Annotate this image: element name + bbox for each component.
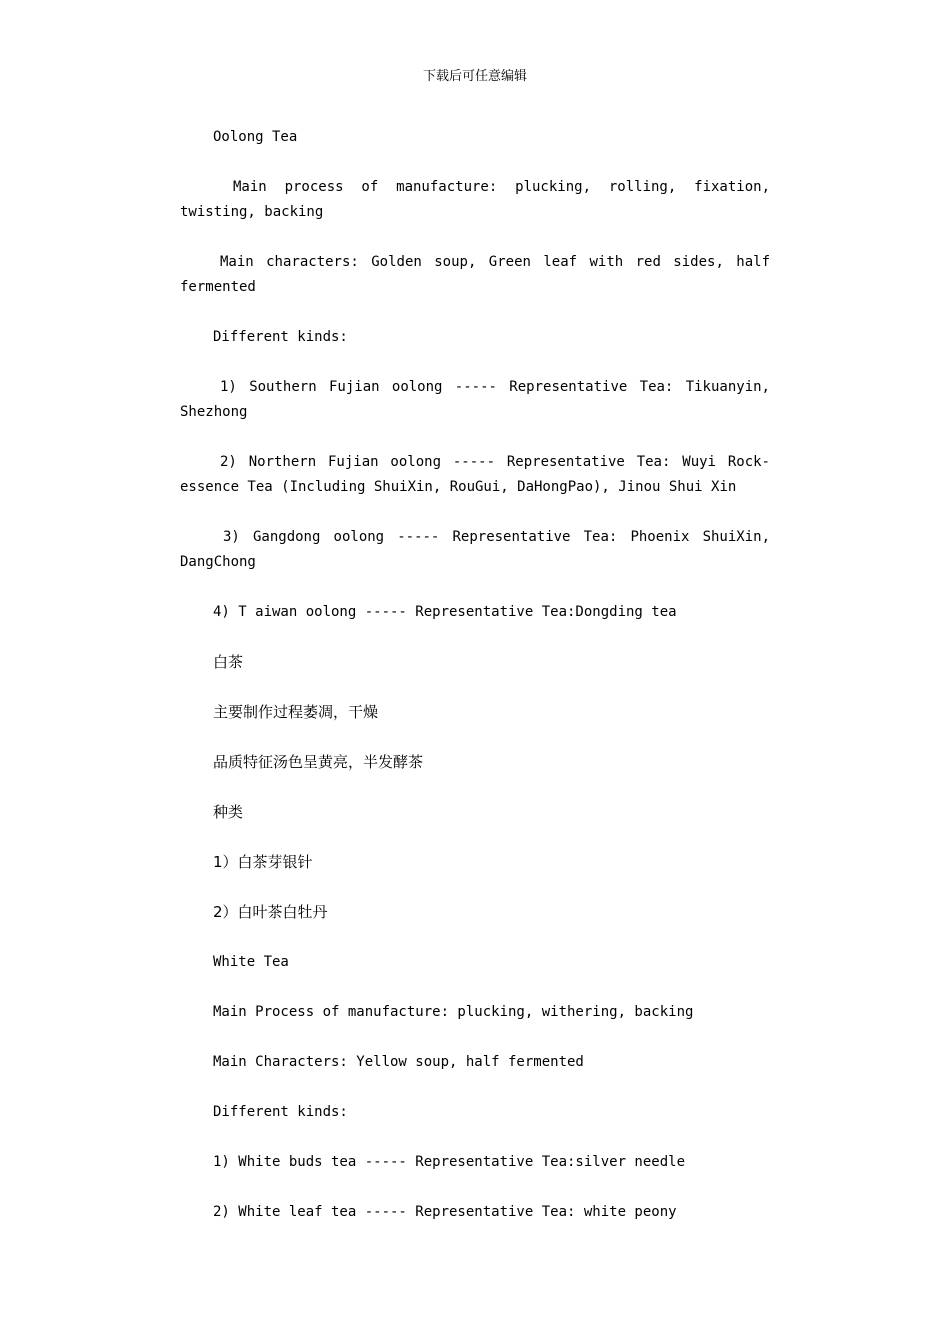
cn-white-process: 主要制作过程萎凋，干燥 (213, 703, 379, 721)
document-body (180, 125, 770, 1250)
oolong-kind-2: 2) Northern Fujian oolong ----- Representative Tea: Wuyi Rock-essence Tea (Including ShuiXin, RouGui, DaHongPao), Jinou Shui Xin (180, 454, 770, 495)
oolong-process: Main process of manufacture: plucking, rolling, fixation, twisting, backing (180, 179, 770, 220)
oolong-kind-1: 1) Southern Fujian oolong ----- Representative Tea: Tikuanyin, Shezhong (180, 379, 770, 420)
cn-white-kind-2: 2）白叶茶白牡丹 (213, 903, 328, 921)
white-kind-2: 2) White leaf tea ----- Representative Tea: white peony (213, 1204, 677, 1220)
oolong-kind-3: 3) Gangdong oolong ----- Representative Tea: Phoenix ShuiXin, DangChong (180, 529, 770, 570)
white-kind-1: 1) White buds tea ----- Representative Tea:silver needle (213, 1154, 686, 1170)
cn-white-quality: 品质特征汤色呈黄亮，半发酵茶 (213, 753, 424, 771)
cn-white-kinds: 种类 (213, 803, 244, 821)
cn-white-kind-1: 1）白茶芽银针 (213, 853, 313, 871)
oolong-characters: Main characters: Golden soup, Green leaf with red sides, half fermented (180, 254, 770, 295)
oolong-kinds-label: Different kinds: (213, 329, 348, 345)
white-process: Main Process of manufacture: plucking, withering, backing (213, 1004, 694, 1020)
white-kinds-label: Different kinds: (213, 1104, 348, 1120)
white-characters: Main Characters: Yellow soup, half fermented (213, 1054, 584, 1070)
cn-white-title: 白茶 (213, 653, 244, 671)
white-title: White Tea (213, 954, 289, 970)
page-header: 下载后可任意编辑 (422, 69, 527, 84)
oolong-kind-4: 4) T aiwan oolong ----- Representative Tea:Dongding tea (213, 604, 677, 620)
oolong-title: Oolong Tea (213, 129, 298, 145)
